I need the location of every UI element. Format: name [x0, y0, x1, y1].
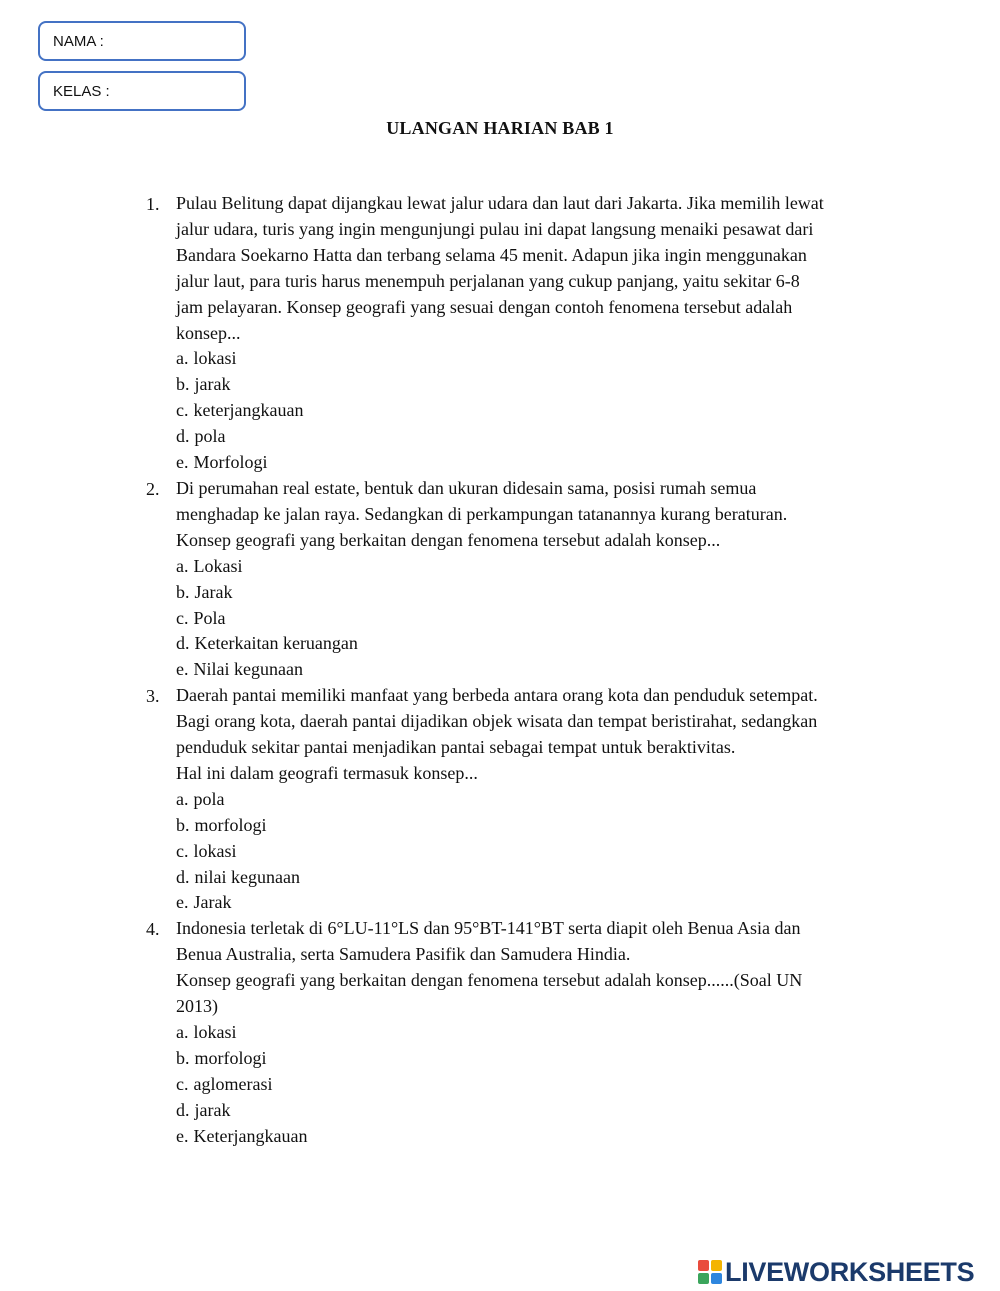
- option-text: pola: [194, 426, 226, 447]
- nama-label: NAMA :: [53, 33, 104, 50]
- option-letter: c.: [176, 1073, 189, 1094]
- question-text-line: Hal ini dalam geografi termasuk konsep...: [176, 762, 478, 783]
- answer-option[interactable]: [176, 450, 882, 476]
- option-text: jarak: [194, 1099, 231, 1120]
- answer-option[interactable]: [176, 787, 882, 813]
- option-text: morfologi: [194, 1047, 267, 1068]
- logo-block: [711, 1273, 722, 1284]
- answer-option[interactable]: [176, 1124, 882, 1150]
- option-letter: c.: [176, 607, 189, 628]
- option-text: keterjangkauan: [193, 400, 304, 421]
- answer-option[interactable]: [176, 839, 882, 865]
- answer-option[interactable]: [176, 1098, 882, 1124]
- question-number: 3.: [146, 686, 160, 707]
- answer-option[interactable]: [176, 1072, 882, 1098]
- option-letter: a.: [176, 348, 189, 369]
- option-text: Pola: [193, 607, 226, 628]
- answer-option[interactable]: [176, 631, 882, 657]
- nama-input[interactable]: [120, 30, 239, 54]
- question-number: 1.: [146, 194, 160, 214]
- question-text-line: menghadap ke jalan raya. Sedangkan di perkampungan tatanannya kurang beraturan.: [176, 503, 788, 524]
- option-letter: d.: [176, 633, 190, 654]
- option-letter: d.: [176, 866, 190, 887]
- option-text: nilai kegunaan: [194, 866, 300, 887]
- question-body: [176, 683, 882, 916]
- answer-option[interactable]: [176, 1020, 882, 1046]
- answer-options: [176, 346, 882, 476]
- question-body: [176, 191, 882, 476]
- option-letter: e.: [176, 659, 189, 680]
- question-text-line: Indonesia terletak di 6°LU-11°LS dan 95°BT-141°BT serta diapit oleh Benua Asia dan: [176, 918, 801, 939]
- answer-option[interactable]: [176, 424, 882, 450]
- option-text: aglomerasi: [193, 1073, 273, 1094]
- kelas-input[interactable]: [120, 80, 239, 104]
- question-text-line: konsep...: [176, 322, 241, 343]
- option-letter: b.: [176, 814, 190, 835]
- option-letter: a.: [176, 1022, 189, 1042]
- logo-text: LIVEWORKSHEETS: [725, 1256, 975, 1287]
- answer-option[interactable]: [176, 372, 882, 398]
- question-text-line: Di perumahan real estate, bentuk dan ukuran didesain sama, posisi rumah semua: [176, 477, 757, 498]
- option-text: Jarak: [193, 892, 232, 913]
- option-text: lokasi: [193, 348, 237, 369]
- answer-options: [176, 787, 882, 917]
- question-1: [0, 191, 1000, 476]
- answer-option[interactable]: [176, 398, 882, 424]
- answer-option[interactable]: [176, 813, 882, 839]
- option-text: Morfologi: [193, 452, 268, 473]
- option-text: Keterjangkauan: [193, 1125, 308, 1146]
- option-text: Nilai kegunaan: [193, 659, 303, 680]
- logo-block: [698, 1260, 709, 1271]
- option-text: Keterkaitan keruangan: [194, 633, 358, 654]
- option-letter: d.: [176, 426, 190, 447]
- answer-option[interactable]: [176, 554, 882, 580]
- answer-option[interactable]: [176, 657, 882, 683]
- page-title: ULANGAN HARIAN BAB 1: [386, 118, 614, 138]
- option-letter: a.: [176, 555, 189, 576]
- logo-blocks-icon: [698, 1260, 722, 1284]
- question-text-line: Daerah pantai memiliki manfaat yang berbeda antara orang kota dan penduduk setempat.: [176, 685, 818, 706]
- question-text-line: Konsep geografi yang berkaitan dengan fenomena tersebut adalah konsep...: [176, 529, 721, 550]
- answer-option[interactable]: [176, 865, 882, 891]
- answer-option[interactable]: [176, 346, 882, 372]
- option-text: jarak: [194, 374, 231, 395]
- option-letter: e.: [176, 892, 189, 913]
- question-text-line: jalur laut, para turis harus menempuh perjalanan yang cukup panjang, yaitu sekitar 6-8: [176, 270, 800, 291]
- option-text: Lokasi: [193, 555, 243, 576]
- option-text: pola: [193, 788, 225, 809]
- question-text-line: Konsep geografi yang berkaitan dengan fenomena tersebut adalah konsep......(Soal UN: [176, 970, 803, 991]
- option-letter: b.: [176, 581, 190, 602]
- question-text-line: Bagi orang kota, daerah pantai dijadikan objek wisata dan tempat beristirahat, sedangkan: [176, 711, 818, 732]
- option-letter: b.: [176, 1047, 190, 1068]
- question-2: [0, 476, 1000, 683]
- option-text: lokasi: [193, 840, 237, 861]
- option-letter: e.: [176, 452, 189, 473]
- question-text-line: Benua Australia, serta Samudera Pasifik dan Samudera Hindia.: [176, 944, 631, 965]
- option-letter: d.: [176, 1099, 190, 1120]
- question-body: [176, 916, 882, 1149]
- question-number: 2.: [146, 478, 160, 499]
- liveworksheets-logo: [698, 1258, 998, 1286]
- answer-options: [176, 554, 882, 684]
- logo-block: [698, 1273, 709, 1284]
- question-number: 4.: [146, 919, 160, 940]
- question-text-line: penduduk sekitar pantai menjadikan pantai sebagai tempat untuk beraktivitas.: [176, 737, 736, 758]
- logo-block: [711, 1260, 722, 1271]
- kelas-field-box[interactable]: [38, 71, 246, 111]
- option-letter: c.: [176, 400, 189, 421]
- question-text-line: Pulau Belitung dapat dijangkau lewat jalur udara dan laut dari Jakarta. Jika memilih lewat: [176, 193, 824, 213]
- option-text: lokasi: [193, 1022, 237, 1042]
- question-4: [0, 916, 1000, 1149]
- answer-options: [176, 1020, 882, 1150]
- answer-option[interactable]: [176, 1046, 882, 1072]
- option-letter: c.: [176, 840, 189, 861]
- answer-option[interactable]: [176, 606, 882, 632]
- option-text: morfologi: [194, 814, 267, 835]
- question-body: [176, 476, 882, 683]
- question-list: [0, 191, 1000, 1150]
- question-text-line: jam pelayaran. Konsep geografi yang sesuai dengan contoh fenomena tersebut adalah: [176, 296, 793, 317]
- question-text-line: 2013): [176, 996, 218, 1017]
- option-letter: b.: [176, 374, 190, 395]
- kelas-label: KELAS :: [53, 83, 110, 100]
- option-letter: a.: [176, 788, 189, 809]
- question-text-line: Bandara Soekarno Hatta dan terbang selama 45 menit. Adapun jika ingin menggunakan: [176, 244, 807, 265]
- option-text: Jarak: [194, 581, 233, 602]
- answer-option[interactable]: [176, 890, 882, 916]
- option-letter: e.: [176, 1125, 189, 1146]
- question-text-line: jalur udara, turis yang ingin mengunjungi pulau ini dapat langsung menaiki pesawat dari: [176, 218, 814, 239]
- question-3: [0, 683, 1000, 916]
- answer-option[interactable]: [176, 580, 882, 606]
- nama-field-box[interactable]: [38, 21, 246, 61]
